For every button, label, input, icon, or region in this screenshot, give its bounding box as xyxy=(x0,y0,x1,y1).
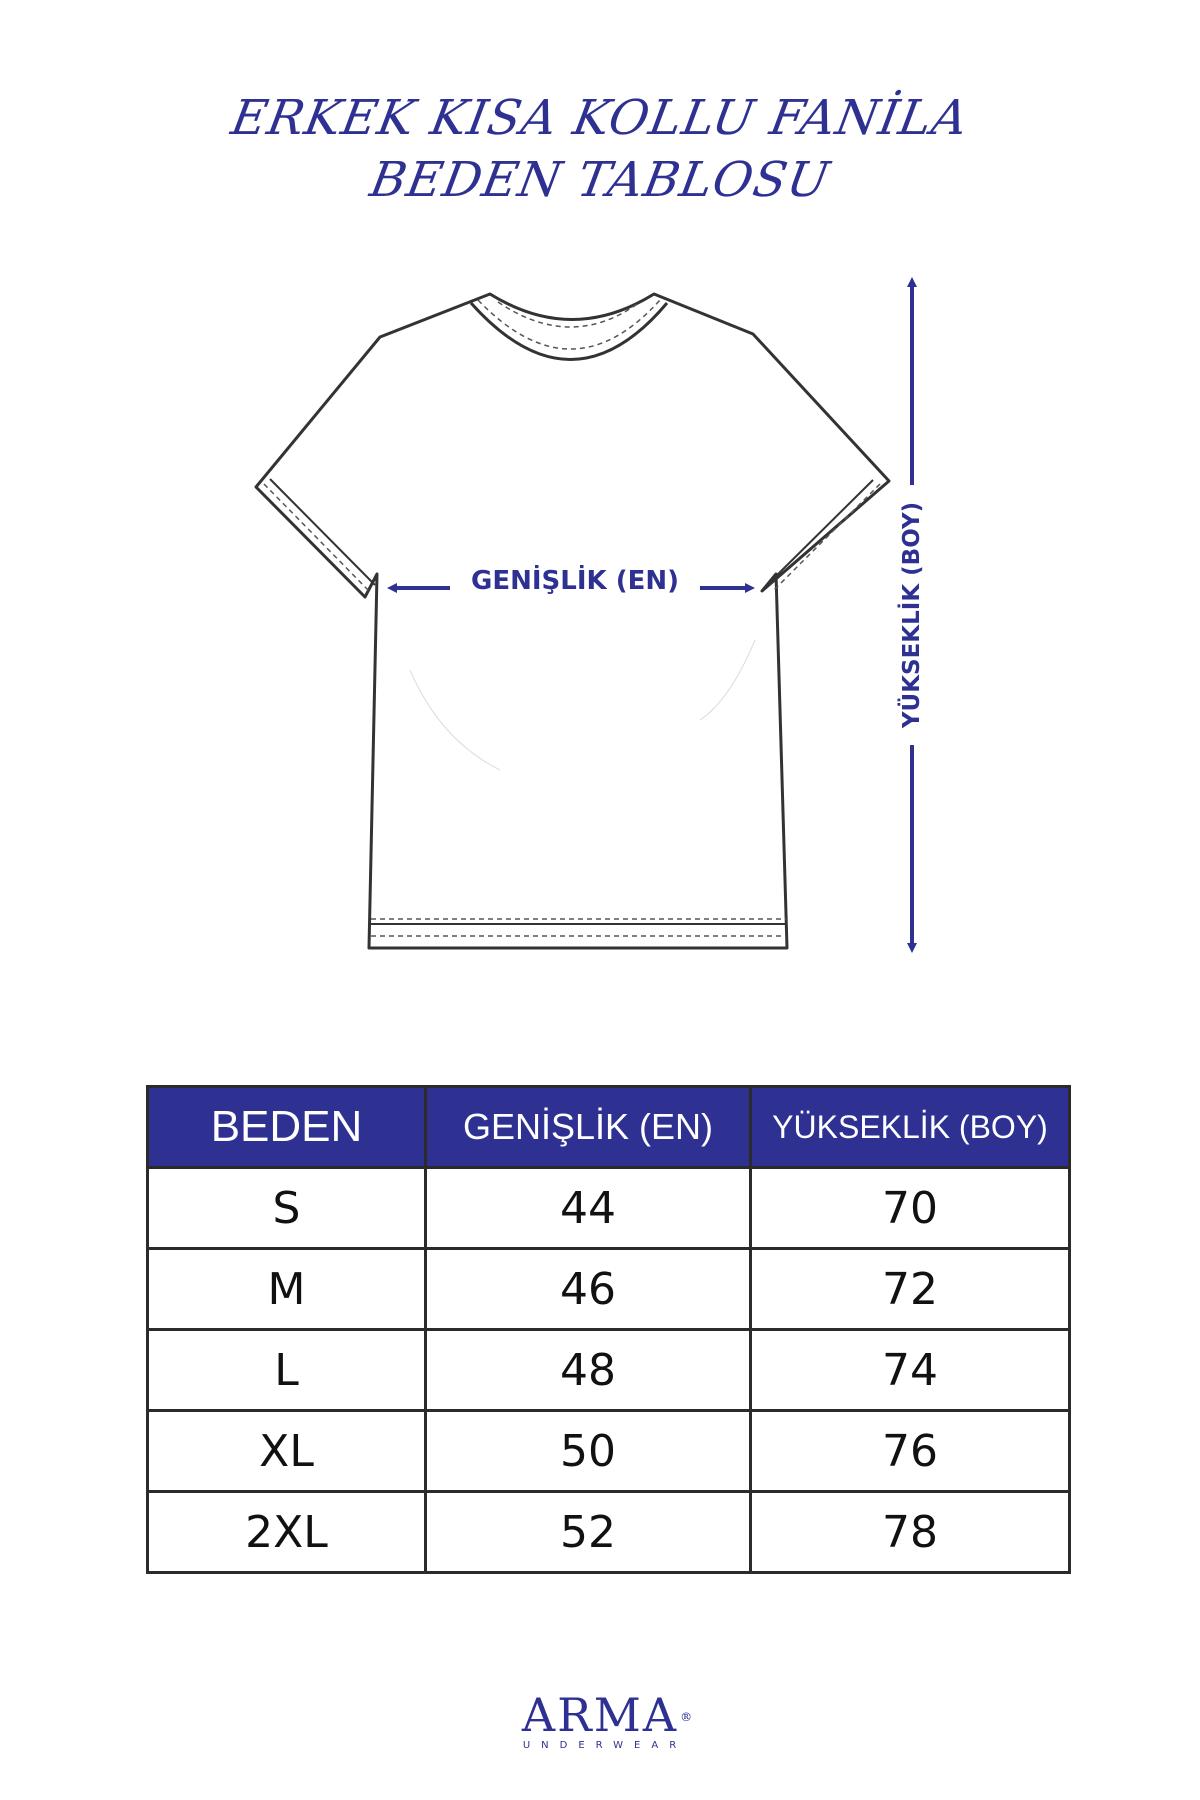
tshirt-outline xyxy=(256,294,889,948)
height-measure-label: YÜKSEKLİK (BOY) xyxy=(894,485,930,745)
height-cell: 70 xyxy=(751,1168,1070,1249)
logo-wordmark xyxy=(521,1688,693,1742)
table-row xyxy=(148,1411,1070,1492)
table-row xyxy=(148,1249,1070,1330)
height-cell: 72 xyxy=(751,1249,1070,1330)
width-measure-label: GENİŞLİK (EN) xyxy=(450,563,700,599)
table-row xyxy=(148,1330,1070,1411)
width-cell: 48 xyxy=(426,1330,751,1411)
column-header-height: YÜKSEKLİK (BOY) xyxy=(751,1087,1070,1168)
column-header-size: BEDEN xyxy=(148,1087,426,1168)
logo-subtitle: UNDERWEAR xyxy=(522,1740,688,1751)
table-row xyxy=(148,1492,1070,1573)
size-cell: XL xyxy=(148,1411,426,1492)
size-chart-table xyxy=(146,1085,1071,1574)
logo-name-text: ARMA xyxy=(521,1688,679,1742)
width-cell: 44 xyxy=(426,1168,751,1249)
size-cell: 2XL xyxy=(148,1492,426,1573)
page-title-line2: BEDEN TABLOSU xyxy=(366,152,834,208)
brand-logo xyxy=(0,1690,1200,1752)
height-cell: 76 xyxy=(751,1411,1070,1492)
width-cell: 52 xyxy=(426,1492,751,1573)
page-title-line1: ERKEK KISA KOLLU FANİLA xyxy=(227,90,973,146)
height-cell: 78 xyxy=(751,1492,1070,1573)
column-header-width: GENİŞLİK (EN) xyxy=(426,1087,751,1168)
table-header-row xyxy=(148,1087,1070,1168)
size-cell: M xyxy=(148,1249,426,1330)
size-cell: L xyxy=(148,1330,426,1411)
size-cell: S xyxy=(148,1168,426,1249)
height-cell: 74 xyxy=(751,1330,1070,1411)
width-cell: 50 xyxy=(426,1411,751,1492)
table-row xyxy=(148,1168,1070,1249)
width-cell: 46 xyxy=(426,1249,751,1330)
registered-mark: ® xyxy=(680,1710,693,1724)
